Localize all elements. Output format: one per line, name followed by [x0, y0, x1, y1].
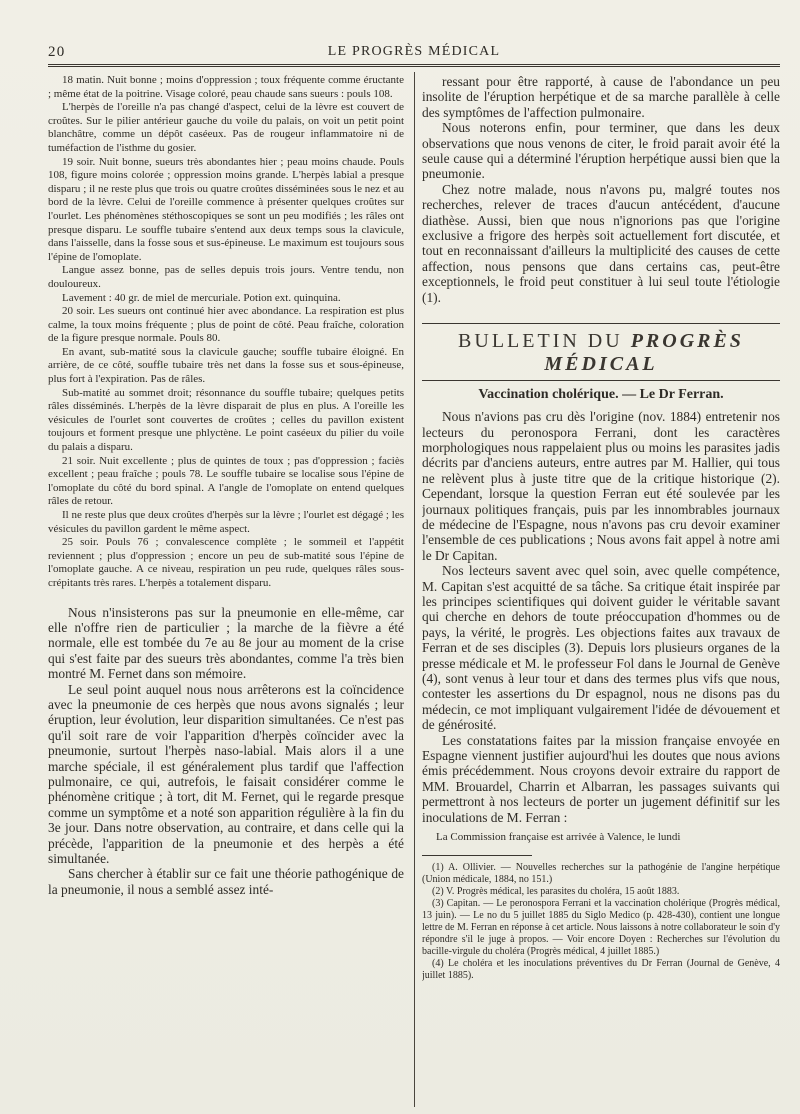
body-paragraph: Les constatations faites par la mission française envoyée en Espagne viennent justifier aujourd'hui les doutes que nous avions émis précédemment. Nous croyons devoir extraire du rapport de MM. Brouardel, Charrin et Albarran, les passages suivants qui permettront à nos lecteurs de porter un jugement définitif sur les inoculations de M. Ferran : [422, 732, 780, 825]
header-rule [48, 64, 780, 67]
running-title: LE PROGRÈS MÉDICAL [327, 44, 501, 59]
footnote: (1) A. Ollivier. — Nouvelles recherches sur la pathogénie de l'angine herpétique (Union médicale, 1884, no 151.) [422, 861, 780, 885]
bulletin-title-italic: PROGRÈS MÉDICAL [544, 330, 744, 376]
body-paragraph: Nous n'insisterons pas sur la pneumonie en elle-même, car elle n'offre rien de particulier ; la marche de la fièvre a été normale, elle est tombée du 7e au 8e jour au moment de la crise qui s'est faite par des sueurs très abondantes, comme l'a très bien montré M. Fernet dans son mémoire. [48, 604, 404, 682]
body-paragraph: ressant pour être rapporté, à cause de l'abondance un peu insolite de l'éruption herpétique et de sa marche parallèle à celle des symptômes de l'affection pulmonaire. [422, 74, 780, 120]
case-note: 21 soir. Nuit excellente ; plus de quintes de toux ; pas d'oppression ; faciès excellent ; peau fraîche ; pouls 78. Le souffle tubaire se localise sous l'épine de l'omoplate du côté du bord spinal. A l'angle de l'omoplate on entend quelques râles de retour. [48, 454, 404, 508]
body-paragraph: Chez notre malade, nous n'avons pu, malgré toutes nos recherches, relever de traces d'aucun antécédent, d'aucune diathèse. Aussi, bien que nous n'ignorions pas que l'origine exclusive a frigore des herpès soit actuellement fort discutée, et tout en reconnaissant d'ailleurs la multiplicité des causes de cette affection, nous pensons que dans certains cas, peut-être exceptionnels, le froid peut constituer à lui seul toute l'étiologie (1). [422, 181, 780, 305]
page-number: 20 [48, 44, 66, 60]
right-column [422, 74, 780, 1104]
case-note: 19 soir. Nuit bonne, sueurs très abondantes hier ; peau moins chaude. Pouls 108, figure moins colorée ; oppression moins grande. L'herpès labial a presque disparu ; il ne reste plus que trois ou quatre croûtes disséminées sous le nez et au bord de la lèvre. Celui de l'oreille commence à présenter quelques croûtes sur l'ourlet. Les phénomènes stéthoscopiques se sont un peu modifiés ; les râles ont presque disparu. Le souffle tubaire s'entend aux deux temps sous la clavicule, dans l'aisselle, dans la fosse sous et sus-épineuse. Le maximum est toujours sous l'épine de l'omoplate. [48, 155, 404, 263]
case-note: L'herpès de l'oreille n'a pas changé d'aspect, celui de la lèvre est couvert de croûtes. Sur le pilier antérieur gauche du voile du palais, on voit un petit point blanchâtre, comme un dépôt caséeux. Pas de rougeur inflammatoire ni de tuméfaction de l'isthme du gosier. [48, 101, 404, 154]
body-paragraph: Nous n'avions pas cru dès l'origine (nov. 1884) entretenir nos lecteurs du peronospora Ferrani, dont les caractères morphologiques nous rappelaient plus ou moins les parasites jadis décrits par d'anciens auteurs, entre autres par M. Hallier, qui tous ne relèvent plus à juste titre que de la critique historique (2). Cependant, lorsque la question Ferran eut été soulevée par les journaux politiques français, puis par les innombrables journaux de médecine de l'Espagne, nous n'avons pas cru devoir examiner l'ensemble de ces publications ; Nous avons fait appel à notre ami le Dr Capitan. [422, 409, 780, 563]
case-note: En avant, sub-matité sous la clavicule gauche; souffle tubaire éloigné. En arrière, de ce côté, souffle tubaire très net dans la fosse sus et sous-épineuse, plus fort à l'expiration. Pas de râles. [48, 345, 404, 386]
footnote: (2) V. Progrès médical, les parasites du choléra, 15 août 1883. [432, 885, 680, 897]
report-quote: La Commission française est arrivée à Valence, le lundi [436, 831, 681, 844]
case-note: 25 soir. Pouls 76 ; convalescence complète ; le sommeil et l'appétit reviennent ; plus d'oppression ; encore un peu de sub-matité sous l'épine de l'omoplate gauche. A ce niveau, respiration un peu rude, quelques râles sous-crépitants très rares. L'herpès a totalement disparu. [48, 536, 404, 589]
bulletin-subtitle: Vaccination cholérique. — Le Dr Ferran. [478, 387, 724, 403]
bulletin-title [422, 323, 780, 381]
case-note: 20 soir. Les sueurs ont continué hier avec abondance. La respiration est plus calme, la toux moins fréquente ; plus de point de côté. Peau fraîche, coloration de la figure presque normale. Pouls 80. [48, 305, 404, 345]
bulletin-title-plain: BULLETIN DU [458, 330, 631, 353]
footnote-rule [422, 855, 532, 856]
left-column [48, 74, 404, 1104]
footnote: (4) Le choléra et les inoculations préventives du Dr Ferran (Journal de Genève, 4 juillet 1885). [422, 957, 780, 981]
body-paragraph: Le seul point auquel nous nous arrêterons est la coïncidence avec la pneumonie de ces herpès que nous avons signalés ; leur éruption, leur évolution, leur disparition simultanées. Ce n'est pas qu'il soit rare de voir l'apparition d'herpès coïncider avec la pneumonie, surtout l'herpès naso-labial. Mais alors il a une marche spéciale, il est généralement plus tardif que l'affection pulmonaire, ce qui, autrefois, le faisait considérer comme le phénomène critique ; à tort, dit M. Fernet, qui le regarde presque comme un symptôme et a noté son apparition régulière à la fin du 3e jour. Dans notre observation, au contraire, et dans celle qui la précède, l'apparition de la pneumonie et des herpès a été simultanée. [48, 681, 404, 867]
case-note: Sub-matité au sommet droit; résonnance du souffle tubaire; quelques petits râles disséminés. L'herpès de la lèvre disparait de plus en plus. A l'oreille les vésicules de l'ourlet sont couvertes de croûtes ; celles du pavillon existent toujours et forment presque une phlyctène. Le point caséeux du pilier du voile du palais a disparu. [48, 386, 404, 454]
case-note: Lavement : 40 gr. de miel de mercuriale. Potion ext. quinquina. [62, 291, 341, 304]
body-paragraph: Sans chercher à établir sur ce fait une théorie pathogénique de la pneumonie, il nous a semblé assez inté- [48, 866, 404, 897]
column-divider [414, 72, 415, 1107]
case-note: Il ne reste plus que deux croûtes d'herpès sur la lèvre ; l'ourlet est dégagé ; les vésicules du pavillon gardent le même aspect. [48, 509, 404, 535]
case-note: 18 matin. Nuit bonne ; moins d'oppression ; toux fréquente comme éructante ; même état de la poitrine. Visage coloré, peau chaude sans sueurs : pouls 108. [48, 74, 404, 100]
case-note: Langue assez bonne, pas de selles depuis trois jours. Ventre tendu, non douloureux. [48, 264, 404, 290]
page-header [48, 44, 780, 64]
body-paragraph: Nous noterons enfin, pour terminer, que dans les deux observations que nous venons de citer, le froid parait avoir été la seule cause qui a déterminé l'éruption herpétique aussi bien que la pneumonie. [422, 120, 780, 182]
body-paragraph: Nos lecteurs savent avec quel soin, avec quelle compétence, M. Capitan s'est acquitté de sa tâche. Sa critique était inspirée par les principes scientifiques qui doivent guider le véritable savant qui cherche en dehors de toute préoccupation d'hommes ou de pays, la vérité, le progrès. Les objections faites aux travaux de Ferran et de ses disciples (3). Depuis lors plusieurs organes de la presse médicale et M. le professeur Fol dans le Journal de Genève (4), sont venus à leur tour et dans des termes plus vifs que nous, contester les assertions du Dr espagnol, nous ne disons pas du médecin, ce mot impliquant vulgairement l'idée de dévouement et de générosité. [422, 563, 780, 733]
footnote: (3) Capitan. — Le peronospora Ferrani et la vaccination cholérique (Progrès médical, 13 juin). — Le no du 5 juillet 1885 du Siglo Medico (p. 428-430), contient une longue lettre de M. Ferran en réponse à cet article. Nous laissons à notre collaborateur le soin d'y répondre s'il le juge à propos. — Voir encore Doyen : Recherches sur l'évolution du bacille-virgule du choléra (Progrès médical, 4 juillet 1885.) [422, 897, 780, 957]
